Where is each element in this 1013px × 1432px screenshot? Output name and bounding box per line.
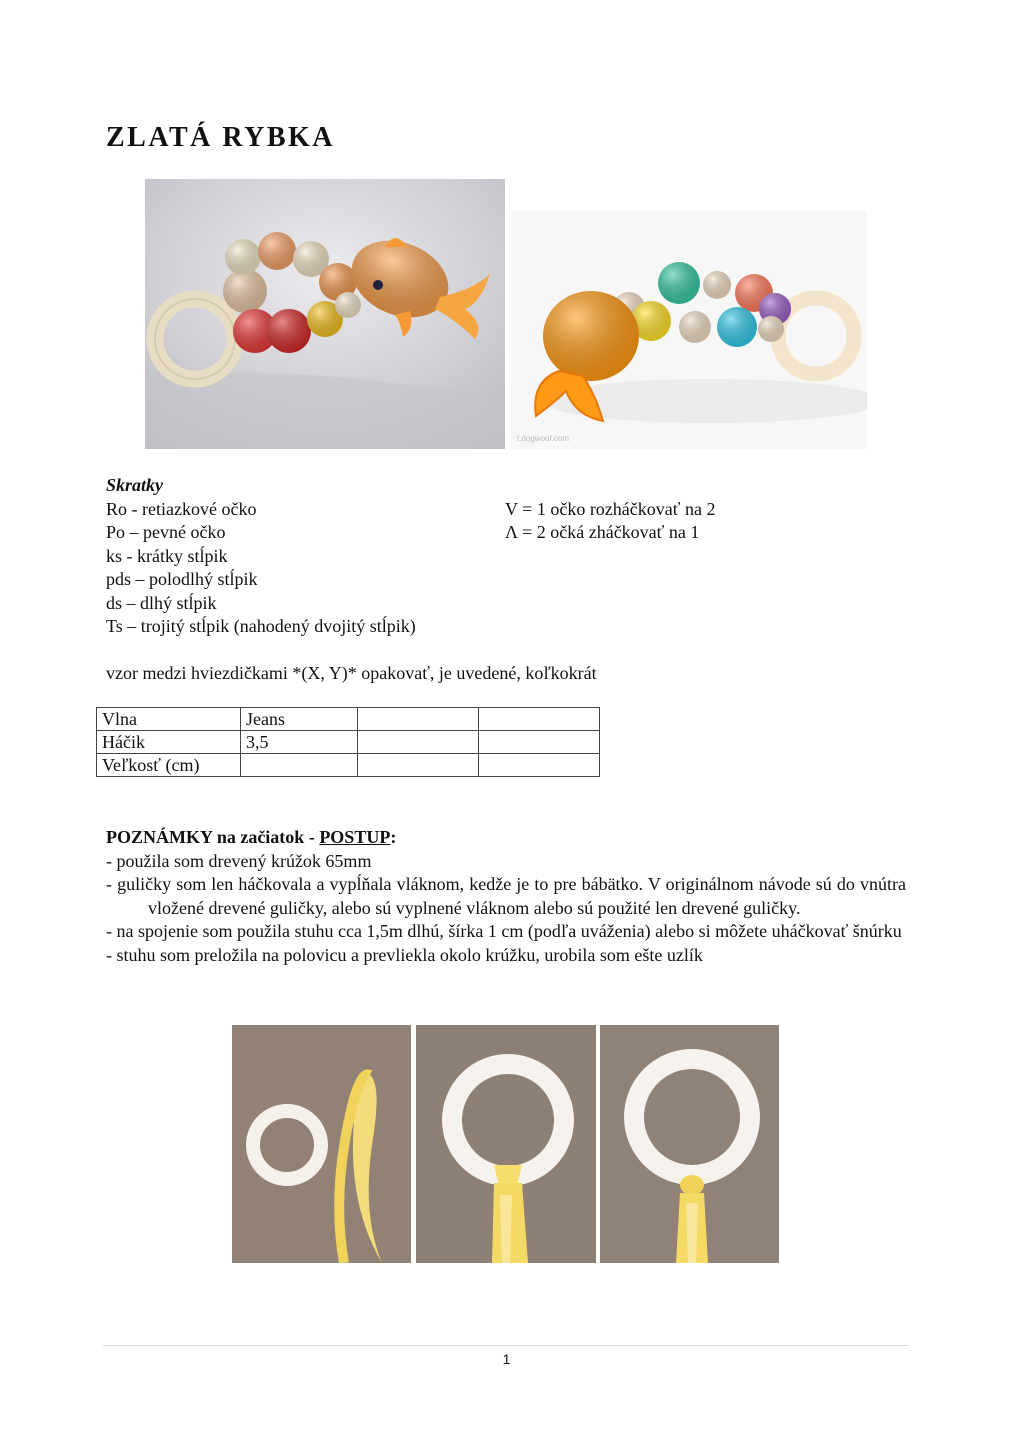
table-cell: 3,5 [241,731,358,754]
ribbon-looped-photo [416,1025,596,1263]
note-item: - stuhu som preložila na polovicu a prevliekla okolo krúžku, urobila som ešte uzlík [106,944,703,965]
table-row [97,708,600,731]
table-cell [479,708,600,731]
abbrev-increase: V = 1 očko rozháčkovať na 2 [505,499,716,519]
table-cell: Jeans [241,708,358,731]
abbrev-ro: Ro - retiazkové očko [106,499,257,519]
watermark-text: t.dogwoof.com [517,434,570,443]
ribbon-knotted-photo [600,1025,779,1263]
page-title: ZLATÁ RYBKA [106,122,336,153]
abbreviations-heading: Skratky [106,475,164,495]
table-cell: Vlna [97,708,241,731]
materials-table [96,707,600,777]
notes-heading-prefix: POZNÁMKY na začiatok - [106,827,320,847]
footer-divider [103,1345,909,1346]
pattern-repeat-note: vzor medzi hviezdičkami *(X, Y)* opakovať, je uvedené, koľkokrát [106,663,597,683]
note-item: - guličky som len háčkovala a vypĺňala vláknom, kedže je to pre bábätko. V originálnom návode sú do vnútra vložené drevené guličky, alebo sú vyplnené vláknom alebo sú použité len drevené guličky. [106,874,906,918]
page-number: 1 [502,1351,511,1367]
abbrev-ds: ds – dlhý stĺpik [106,593,217,613]
table-cell [241,754,358,777]
table-cell [358,731,479,754]
notes-heading [106,826,906,850]
abbrev-po: Po – pevné očko [106,522,226,542]
ring-and-ribbon-photo [232,1025,411,1263]
abbrev-ts: Ts – trojitý stĺpik (nahodený dvojitý stĺpik) [106,616,416,636]
table-cell: Háčik [97,731,241,754]
notes-heading-suffix: : [390,827,397,847]
table-cell: Veľkosť (cm) [97,754,241,777]
table-cell [479,754,600,777]
abbrev-pds: pds – polodlhý stĺpik [106,569,258,589]
table-row [97,731,600,754]
abbrev-ks: ks - krátky stĺpik [106,546,228,566]
table-cell [479,731,600,754]
table-row [97,754,600,777]
notes-section [106,826,906,967]
goldfish-rattle-photo-2 [511,211,867,449]
table-cell [358,754,479,777]
note-item: - použila som drevený krúžok 65mm [106,850,372,871]
table-cell [358,708,479,731]
goldfish-rattle-photo-1 [145,179,505,449]
note-item: - na spojenie som použila stuhu cca 1,5m dlhú, šírka 1 cm (podľa uváženia) alebo si môžete uháčkovať šnúrku [106,921,902,941]
abbrev-decrease: Λ = 2 očká zháčkovať na 1 [505,522,700,542]
notes-heading-postup: POSTUP [319,827,391,847]
